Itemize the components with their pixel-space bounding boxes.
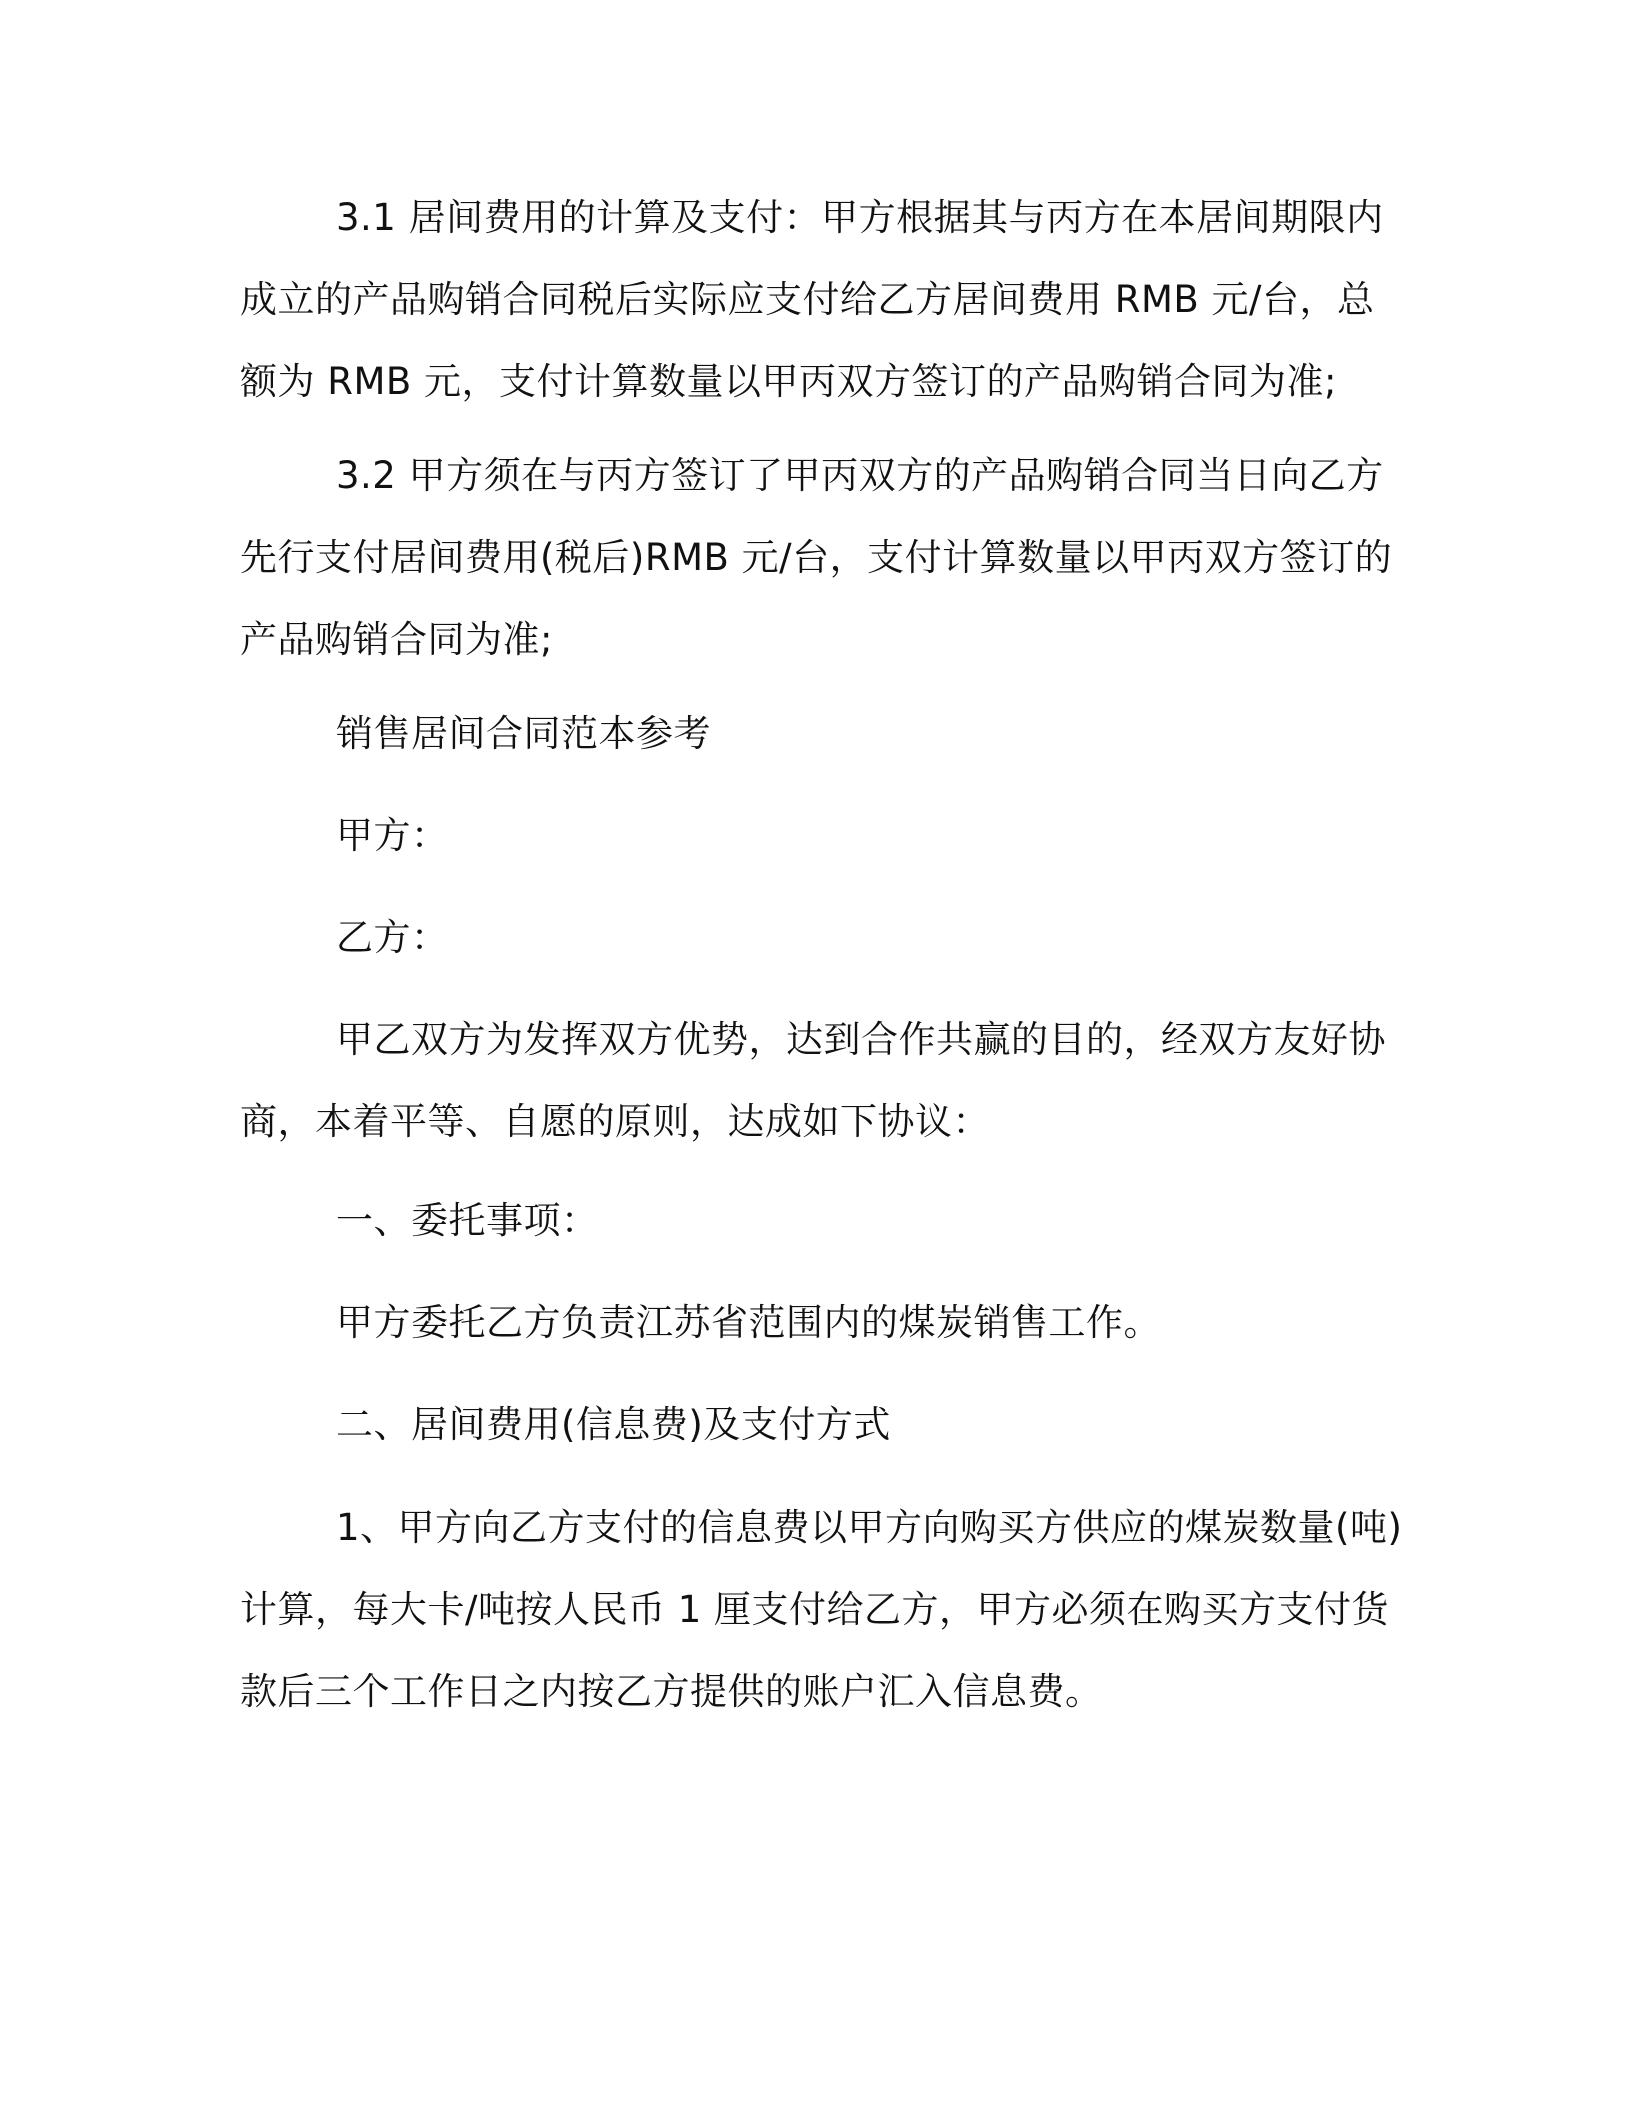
party-a-line — [240, 795, 1380, 877]
section-2-item-1 — [240, 1487, 1403, 1733]
paragraph-line: 额为 RMB 元，支付计算数量以甲丙双方签订的产品购销合同为准; — [240, 360, 1338, 403]
section-heading-1 — [240, 1180, 1380, 1262]
paragraph-line: 成立的产品购销合同税后实际应支付给乙方居间费用 RMB 元/台，总 — [240, 278, 1375, 321]
paragraph-line: 先行支付居间费用(税后)RMB 元/台，支付计算数量以甲丙双方签订的 — [240, 536, 1393, 579]
paragraph-line: 商，本着平等、自愿的原则，达成如下协议： — [240, 1100, 990, 1143]
paragraph-line: 1、甲方向乙方支付的信息费以甲方向购买方供应的煤炭数量(吨) — [336, 1506, 1403, 1549]
paragraph-line: 一、委托事项： — [336, 1199, 599, 1242]
party-b-line — [240, 897, 1380, 979]
paragraph-line: 计算，每大卡/吨按人民币 1 厘支付给乙方，甲方必须在购买方支付货 — [240, 1588, 1390, 1631]
paragraph-line: 产品购销合同为准; — [240, 618, 553, 661]
paragraph-line: 乙方： — [336, 916, 449, 959]
preamble-paragraph — [240, 999, 1386, 1163]
paragraph-line: 甲方： — [336, 814, 449, 857]
paragraph-3-1 — [240, 177, 1384, 423]
contract-title — [240, 693, 1380, 775]
paragraph-3-2 — [240, 435, 1393, 681]
paragraph-line: 3.2 甲方须在与丙方签订了甲丙双方的产品购销合同当日向乙方 — [336, 454, 1384, 497]
section-heading-2 — [240, 1384, 1380, 1466]
paragraph-line: 销售居间合同范本参考 — [336, 712, 711, 755]
paragraph-line: 二、居间费用(信息费)及支付方式 — [336, 1403, 891, 1446]
paragraph-line: 款后三个工作日之内按乙方提供的账户汇入信息费。 — [240, 1670, 1103, 1713]
paragraph-line: 甲乙双方为发挥双方优势，达到合作共赢的目的，经双方友好协 — [336, 1018, 1386, 1061]
paragraph-line: 甲方委托乙方负责江苏省范围内的煤炭销售工作。 — [336, 1301, 1161, 1344]
paragraph-line: 3.1 居间费用的计算及支付：甲方根据其与丙方在本居间期限内 — [336, 196, 1384, 239]
section-1-body — [240, 1282, 1380, 1364]
